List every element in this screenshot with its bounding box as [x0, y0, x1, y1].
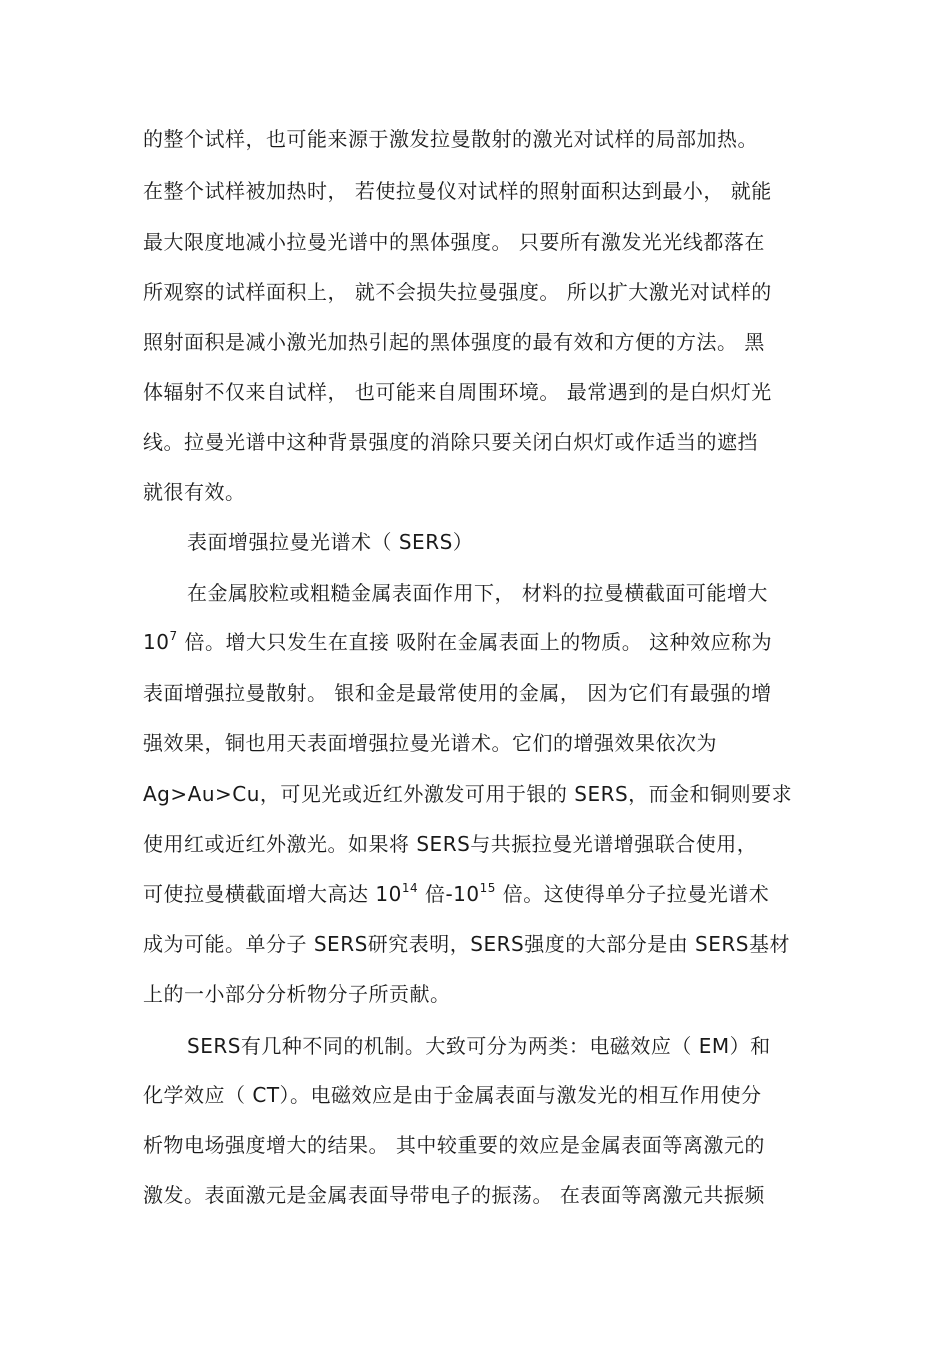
text-segment: 倍-10: [418, 882, 480, 906]
text-line: 激发。表面激元是金属表面导带电子的振荡。 在表面等离激元共振频: [143, 1183, 765, 1207]
text-segment: 倍。这使得单分子拉曼光谱术: [495, 882, 770, 906]
text-line: 在金属胶粒或粗糙金属表面作用下， 材料的拉曼横截面可能增大: [187, 581, 768, 605]
text-line: 使用红或近红外激光。如果将 SERS与共振拉曼光谱增强联合使用，: [143, 832, 758, 856]
text-line: 最大限度地减小拉曼光谱中的黑体强度。 只要所有激发光光线都落在: [143, 230, 765, 254]
text-line: 表面增强拉曼散射。 银和金是最常使用的金属， 因为它们有最强的增: [143, 681, 772, 705]
text-line: 析物电场强度增大的结果。 其中较重要的效应是金属表面等离激元的: [143, 1133, 765, 1157]
text-line: 就很有效。: [143, 480, 246, 504]
text-line: SERS有几种不同的机制。大致可分为两类：电磁效应（ EM）和: [187, 1034, 771, 1058]
text-line: 在整个试样被加热时， 若使拉曼仪对试样的照射面积达到最小， 就能: [143, 179, 772, 203]
exponent: 15: [479, 881, 496, 895]
exponent: 14: [401, 881, 419, 895]
text-line: 上的一小部分分析物分子所贡献。: [143, 982, 451, 1006]
text-line: Ag>Au>Cu，可见光或近红外激发可用于银的 SERS，而金和铜则要求: [143, 782, 793, 806]
text-line: 成为可能。单分子 SERS研究表明，SERS强度的大部分是由 SERS基材: [143, 932, 790, 956]
text-line: 所观察的试样面积上， 就不会损失拉曼强度。 所以扩大激光对试样的: [143, 280, 772, 304]
text-line: 化学效应（ CT）。电磁效应是由于金属表面与激发光的相互作用使分: [143, 1083, 762, 1107]
text-line: [143, 881, 813, 907]
text-segment: 可使拉曼横截面增大高达 10: [143, 882, 402, 906]
exponent: 7: [169, 629, 178, 643]
section-heading: 表面增强拉曼光谱术（ SERS）: [187, 530, 474, 554]
text-segment: 倍。增大只发生在直接 吸附在金属表面上的物质。 这种效应称为: [177, 630, 773, 654]
text-line: 的整个试样，也可能来源于激发拉曼散射的激光对试样的局部加热。: [143, 127, 758, 151]
number-base: 10: [143, 630, 170, 654]
text-line: [143, 629, 813, 655]
text-line: 强效果，铜也用天表面增强拉曼光谱术。它们的增强效果依次为: [143, 731, 717, 755]
text-line: 照射面积是减小激光加热引起的黑体强度的最有效和方便的方法。 黑: [143, 330, 765, 354]
text-line: 线。拉曼光谱中这种背景强度的消除只要关闭白炽灯或作适当的遮挡: [143, 430, 758, 454]
text-line: 体辐射不仅来自试样， 也可能来自周围环境。 最常遇到的是白炽灯光: [143, 380, 772, 404]
